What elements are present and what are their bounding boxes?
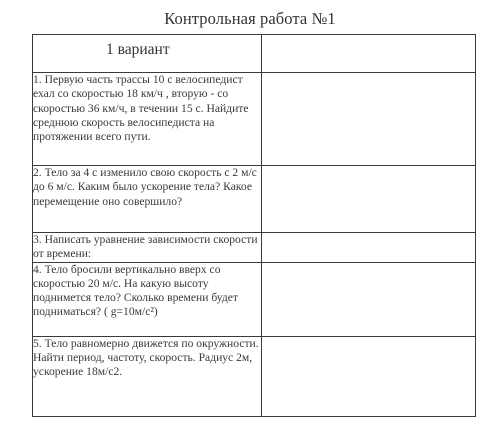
- table-row: [33, 233, 476, 263]
- page-title: Контрольная работа №1: [164, 9, 336, 28]
- table-row: [33, 336, 476, 416]
- task-4-text: 4. Тело бросили вертикально вверх со скоростью 20 м/с. На какую высоту поднимется тело? Сколько времени будет подниматься? ( g=10м/с²): [33, 262, 262, 336]
- task-1-text: 1. Первую часть трассы 10 с велосипедист ехал со скоростью 18 км/ч , вторую - со скоростью 36 км/ч, в течении 15 с. Найдите среднюю скорость велосипедиста на протяжении всего пути.: [33, 73, 262, 166]
- answer-header-cell: [262, 35, 476, 73]
- table-row: [33, 73, 476, 166]
- tasks-table: [32, 34, 476, 417]
- variant-label: 1 вариант: [33, 35, 262, 73]
- table-row: [33, 262, 476, 336]
- answer-cell-2: [262, 166, 476, 233]
- answer-cell-4: [262, 262, 476, 336]
- table-row: [33, 166, 476, 233]
- task-3-text: 3. Написать уравнение зависимости скорости от времени:: [33, 233, 262, 263]
- table-header-row: [33, 35, 476, 73]
- answer-cell-5: [262, 336, 476, 416]
- task-2-text: 2. Тело за 4 с изменило свою скорость с 2 м/с до 6 м/с. Каким было ускорение тела? Какое перемещение оно совершило?: [33, 166, 262, 233]
- task-5-text: 5. Тело равномерно движется по окружности. Найти период, частоту, скорость. Радиус 2м, ускорение 18м/с2.: [33, 336, 262, 416]
- answer-cell-1: [262, 73, 476, 166]
- answer-cell-3: [262, 233, 476, 263]
